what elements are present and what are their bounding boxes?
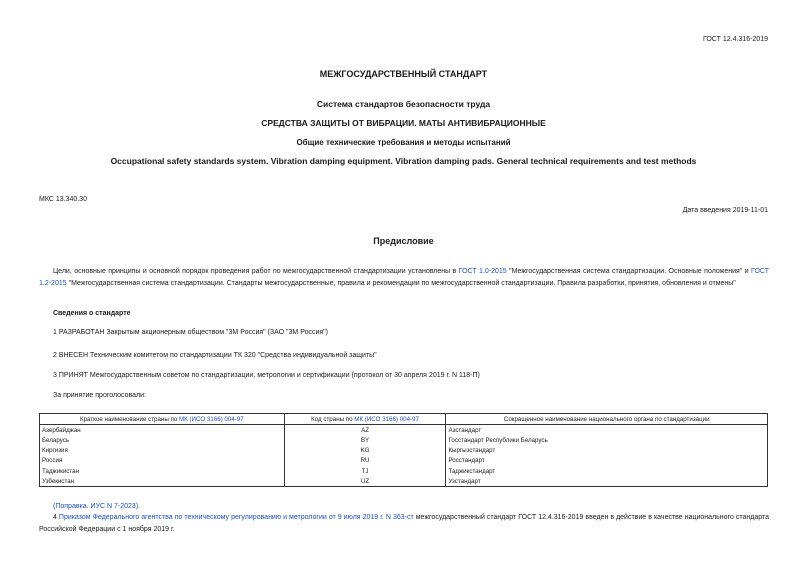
subject-heading: СРЕДСТВА ЗАЩИТЫ ОТ ВИБРАЦИИ. МАТЫ АНТИВИБРАЦИОННЫЕ <box>261 118 546 128</box>
body-cell: Таджикстандарт <box>446 466 768 476</box>
table-row <box>40 446 768 456</box>
country-cell: Россия <box>40 456 285 466</box>
column-header-body: Сокращенное наименование национального органа по стандартизации <box>446 414 768 425</box>
column-header-country <box>40 414 285 425</box>
standard-type-heading: МЕЖГОСУДАРСТВЕННЫЙ СТАНДАРТ <box>319 69 488 79</box>
body-cell: Кыргызстандарт <box>446 446 768 456</box>
amendment-link[interactable]: (Поправка. ИУС N 7-2023). <box>53 503 141 510</box>
code-cell: BY <box>284 435 446 445</box>
paragraph-text: межгосударственный стандарт ГОСТ 12.4.316-2019 введен в действие в качестве национального стандарта Российской Федерации с 1 ноября 2019 г. <box>39 514 769 533</box>
table-row <box>40 456 768 466</box>
table-row <box>40 476 768 487</box>
header-text: Код страны по <box>311 415 355 423</box>
document-code: ГОСТ 12.4.316-2019 <box>702 36 768 43</box>
country-cell: Киргизия <box>40 446 285 456</box>
item-4-number: 4 <box>53 514 59 521</box>
country-cell: Азербайджан <box>40 425 285 436</box>
table-row <box>40 425 768 436</box>
foreword-paragraph <box>39 266 769 290</box>
item-3: 3 ПРИНЯТ Межгосударственным советом по стандартизации, метрологии и сертификации (протокол от 30 апреля 2019 г. N 118-П) <box>53 372 480 379</box>
foreword-heading: Предисловие <box>373 236 434 246</box>
code-cell: RU <box>284 456 446 466</box>
item-4-paragraph <box>39 512 769 536</box>
english-title: Occupational safety standards system. Vibration damping equipment. Vibration damping pads. General technical requirements and test methods <box>110 156 697 166</box>
gost-1-0-2015-link[interactable]: ГОСТ 1.0-2015 <box>458 268 507 275</box>
voting-countries-table <box>39 413 768 487</box>
intro-date: Дата введения 2019-11-01 <box>682 207 768 214</box>
item-2: 2 ВНЕСЕН Техническим комитетом по стандартизации ТК 320 "Средства индивидуальной защиты" <box>53 352 377 359</box>
code-cell: TJ <box>284 466 446 476</box>
order-link[interactable]: Приказом Федерального агентства по техническому регулированию и метрологии от 9 июля 2019 г. N 363-ст <box>58 514 414 521</box>
country-cell: Беларусь <box>40 435 285 445</box>
code-cell: AZ <box>284 425 446 436</box>
mks-code: МКС 13.340.30 <box>39 196 87 203</box>
info-heading: Сведения о стандарте <box>53 310 131 317</box>
table-row <box>40 466 768 476</box>
paragraph-text: "Межгосударственная система стандартизации. Стандарты межгосударственные, правила и рекомендации по межгосударственной стандартизации. Правила разработки, принятия, обновления и отмены" <box>66 280 736 287</box>
gost-1-2-2015-link[interactable]: ГОСТ 1.2-2015 <box>39 268 769 287</box>
paragraph-text: "Межгосударственная система стандартизации. Основные положения" и <box>506 268 752 275</box>
table-header-row <box>40 414 768 425</box>
country-cell: Узбекистан <box>40 476 285 487</box>
header-text: Краткое наименование страны по <box>79 415 180 423</box>
item-1: 1 РАЗРАБОТАН Закрытым акционерным обществом "3М Россия" (ЗАО "3М Россия") <box>53 329 328 336</box>
subtitle-heading: Общие технические требования и методы испытаний <box>296 138 511 147</box>
voted-label: За принятие проголосовали: <box>53 392 146 399</box>
body-cell: Госстандарт Республики Беларусь <box>446 435 768 445</box>
paragraph-text: Цели, основные принципы и основной порядок проведения работ по межгосударственной стандартизации установлены в <box>53 268 459 275</box>
code-cell: KG <box>284 446 446 456</box>
body-cell: Узстандарт <box>446 476 768 487</box>
mk-iso-3166-link[interactable]: МК (ИСО 3166) 004-97 <box>179 415 244 423</box>
body-cell: Азстандарт <box>446 425 768 436</box>
mk-iso-3166-link[interactable]: МК (ИСО 3166) 004-97 <box>354 415 419 423</box>
country-cell: Таджикистан <box>40 466 285 476</box>
table-row <box>40 435 768 445</box>
body-cell: Росстандарт <box>446 456 768 466</box>
code-cell: UZ <box>284 476 446 487</box>
column-header-code <box>284 414 446 425</box>
system-heading: Система стандартов безопасности труда <box>316 99 491 109</box>
